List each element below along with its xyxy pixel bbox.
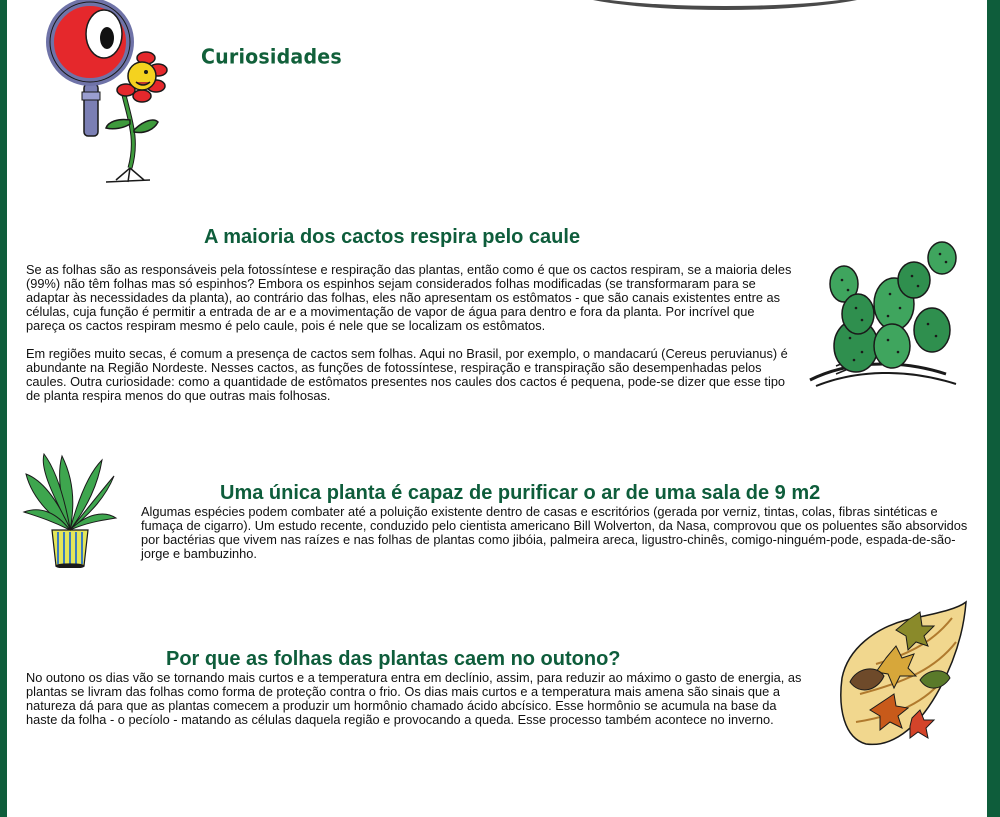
- paragraph: Se as folhas são as responsáveis pela fotossíntese e respiração das plantas, então como é que os cactos respiram, se a maioria deles (99%) não têm folhas mas só espinhos? Embora os espinhos sejam considerados folhas modificadas (se transformaram para se adaptar às necessidades da planta), ao contrário das folhas, eles não apresentam os estômatos - que são canais existentes entre as células, cuja função é permitir a entrada de ar e a movimentação de vapor de água para dentro e fora da planta. Por incrível que pareça os cactos respiram mesmo é pelo caule, pois é nele que se localizam os estômatos.: [26, 262, 792, 333]
- header-arc-decoration: [560, 0, 890, 10]
- section-heading-cactos: A maioria dos cactos respira pelo caule: [204, 226, 581, 248]
- section-body-planta: Algumas espécies podem combater até a poluição existente dentro de casas e escritórios (gerada por verniz, tintas, colas, fibras sintéticas e fumaça de cigarro). Um estudo recente, conduzido pelo cientista americano Bill Wolverton, da Nasa, comprovou que os poluentes são absorvidos por bactérias que vivem nas raízes e nas folhas de plantas como jibóia, palmeira areca, ligustro-chinês, comigo-ninguém-pode, espada-de-são-jorge e bambuzinho.: [141, 504, 968, 561]
- section-body-outono: No outono os dias vão se tornando mais curtos e a temperatura entra em declínio, assim, para reduzir ao máximo o gasto de energia, as plantas se livram das folhas como forma de proteção contra o frio. Os dias mais curtos e a temperatura mais amena são sinais que a natureza dá para que as plantas comecem a produzir um hormônio chamado ácido abcísico. Esse hormônio se acumula na base da haste da folha - o pecíolo - matando as células daquela região e provocando a queda. Esse processo também acontece no inverno.: [26, 670, 802, 727]
- page-border-left: [0, 0, 7, 817]
- section-heading-planta: Uma única planta é capaz de purificar o ar de uma sala de 9 m2: [220, 482, 821, 504]
- section-heading-outono: Por que as folhas das plantas caem no outono?: [166, 648, 621, 670]
- paragraph: Em regiões muito secas, é comum a presença de cactos sem folhas. Aqui no Brasil, por exemplo, o mandacarú (Cereus peruvianus) é abundante na Região Nordeste. Nesses cactos, as funções de fotossíntese, respiração e transpiração são desempenhadas pelos caules. Outra curiosidade: como a quantidade de estômatos presentes nos caules dos cactos é pequena, pode-se dizer que esse tipo de planta respira menos do que outras mais folhosas.: [26, 346, 788, 403]
- page-border-right: [987, 0, 1000, 817]
- flower-magnifier-mascot-icon: [46, 0, 176, 190]
- cactus-icon: [806, 234, 968, 394]
- potted-plant-icon: [22, 450, 118, 568]
- page-title: Curiosidades: [201, 45, 342, 69]
- autumn-leaves-cornucopia-icon: [836, 598, 970, 752]
